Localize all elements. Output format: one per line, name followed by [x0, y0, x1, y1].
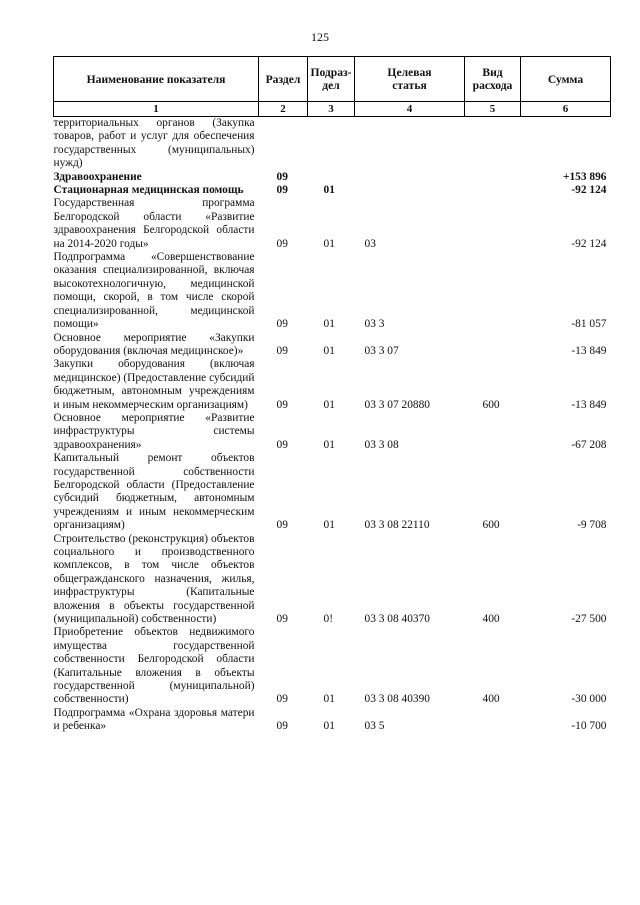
table-body [54, 117, 611, 734]
row-expense-type [465, 412, 521, 452]
row-subsection: 01 [323, 398, 335, 411]
row-section: 09 [276, 237, 288, 250]
column-number: 6 [521, 102, 611, 117]
table-row [54, 412, 611, 452]
row-target-article: 03 3 08 40370 [364, 613, 430, 626]
row-subsection [308, 171, 355, 184]
page-number: 125 [311, 30, 329, 44]
header-sum: Сумма [521, 57, 611, 102]
table-row [54, 251, 611, 331]
table-row [54, 707, 611, 734]
row-section [259, 117, 308, 171]
row-target-article [355, 184, 465, 197]
row-subsection: 01 [323, 237, 335, 250]
table-row [54, 197, 611, 251]
row-subsection: 01 [323, 720, 335, 733]
row-name: Подпрограмма «Совершенствование оказания специализированной, включая высокотехнологичную, медицинской помощи, скорой, в том числе скорой специализированной, медицинской помощи» [53, 251, 255, 331]
column-number: 4 [355, 102, 465, 117]
row-sum: -13 849 [571, 344, 607, 357]
row-name: Здравоохранение [53, 170, 142, 183]
row-target-article: 03 3 07 [364, 344, 399, 357]
row-target-article: 03 3 08 [364, 438, 399, 451]
row-target-article [355, 117, 465, 171]
table-row [54, 533, 611, 627]
column-number: 5 [465, 102, 521, 117]
row-sum: -30 000 [571, 693, 607, 706]
row-sum: -10 700 [571, 720, 607, 733]
row-subsection: 01 [323, 344, 335, 357]
row-expense-type [465, 117, 521, 171]
row-section: 09 [276, 398, 288, 411]
row-sum: -67 208 [571, 438, 607, 451]
column-number: 1 [54, 102, 259, 117]
row-name: Приобретение объектов недвижимого имущества государственной собственности Белгородской области (Капитальные вложения в объекты государственной (муниципальной) собственности) [53, 626, 255, 706]
row-sum [521, 117, 611, 171]
row-section: 09 [276, 438, 288, 451]
table-row [54, 184, 611, 197]
header-subsection: Подраз- дел [308, 57, 355, 102]
row-sum: -92 124 [571, 237, 607, 250]
row-name: Стационарная медицинская помощь [53, 184, 244, 197]
row-subsection [308, 117, 355, 171]
table-row [54, 332, 611, 359]
row-subsection: 0! [323, 613, 333, 626]
row-section: 09 [276, 720, 288, 733]
row-expense-type: 600 [482, 519, 500, 532]
row-expense-type [465, 251, 521, 331]
row-target-article: 03 [364, 237, 376, 250]
row-name: Государственная программа Белгородской области «Развитие здравоохранения Белгородской области на 2014-2020 годы» [53, 197, 255, 250]
row-expense-type [465, 197, 521, 251]
row-expense-type: 600 [482, 398, 500, 411]
row-expense-type [465, 171, 521, 184]
row-name: Основное мероприятие «Закупки оборудования (включая медицинское)» [53, 331, 255, 357]
row-name: Основное мероприятие «Развитие инфраструктуры системы здравоохранения» [53, 411, 255, 451]
row-subsection: 01 [323, 519, 335, 532]
table-row [54, 171, 611, 184]
row-target-article: 03 3 07 20880 [364, 398, 430, 411]
header-row [54, 57, 611, 102]
row-target-article: 03 3 [364, 318, 385, 331]
header-target-article: Целевая статья [355, 57, 465, 102]
row-section: 09 [276, 318, 288, 331]
budget-table [53, 56, 611, 734]
column-number: 3 [308, 102, 355, 117]
row-section: 09 [276, 344, 288, 357]
row-target-article: 03 3 08 40390 [364, 693, 430, 706]
row-subsection: 01 [323, 438, 335, 451]
row-expense-type [465, 332, 521, 359]
row-subsection: 01 [323, 318, 335, 331]
header-expense-type: Вид расхода [465, 57, 521, 102]
row-expense-type: 400 [482, 613, 500, 626]
row-section: 09 [276, 170, 288, 183]
table-row [54, 117, 611, 171]
row-subsection: 01 [323, 693, 335, 706]
row-sum: -27 500 [571, 613, 607, 626]
row-subsection: 01 [323, 184, 335, 197]
row-target-article [355, 171, 465, 184]
row-name: Капитальный ремонт объектов государственной собственности Белгородской области (Предоставление субсидий бюджетным, автономным учреждениям и иным некоммерческим организациям) [53, 452, 255, 532]
table-row [54, 626, 611, 706]
table-row [54, 452, 611, 532]
row-section: 09 [276, 184, 288, 197]
header-section: Раздел [259, 57, 308, 102]
row-target-article: 03 3 08 22110 [364, 519, 430, 532]
row-section: 09 [276, 519, 288, 532]
row-name: Подпрограмма «Охрана здоровья матери и ребенка» [53, 706, 255, 733]
row-section: 09 [276, 613, 288, 626]
column-number: 2 [259, 102, 308, 117]
row-sum: -92 124 [571, 184, 607, 197]
row-section: 09 [276, 693, 288, 706]
row-name: Закупки оборудования (включая медицинское) (Предоставление субсидий бюджетным, автономным учреждениям и иным некоммерческим организациям) [53, 358, 255, 411]
row-expense-type [465, 707, 521, 734]
row-sum: -81 057 [571, 318, 607, 331]
table-row [54, 358, 611, 412]
header-name: Наименование показателя [54, 57, 259, 102]
row-expense-type: 400 [482, 693, 500, 706]
row-target-article: 03 5 [364, 720, 385, 733]
row-sum: -9 708 [577, 519, 607, 532]
row-sum: -13 849 [571, 398, 607, 411]
row-name: территориальных органов (Закупка товаров, работ и услуг для обеспечения государственных (муниципальных) нужд) [53, 117, 255, 170]
column-number-row [54, 102, 611, 117]
row-expense-type [465, 184, 521, 197]
row-sum: +153 896 [562, 170, 607, 183]
row-name: Строительство (реконструкция) объектов социального и производственного комплексов, в том числе объектов общегражданского назначения, жилья, инфраструктуры (Капитальные вложения в объекты государственной (муниципальной) собственности) [53, 532, 255, 626]
